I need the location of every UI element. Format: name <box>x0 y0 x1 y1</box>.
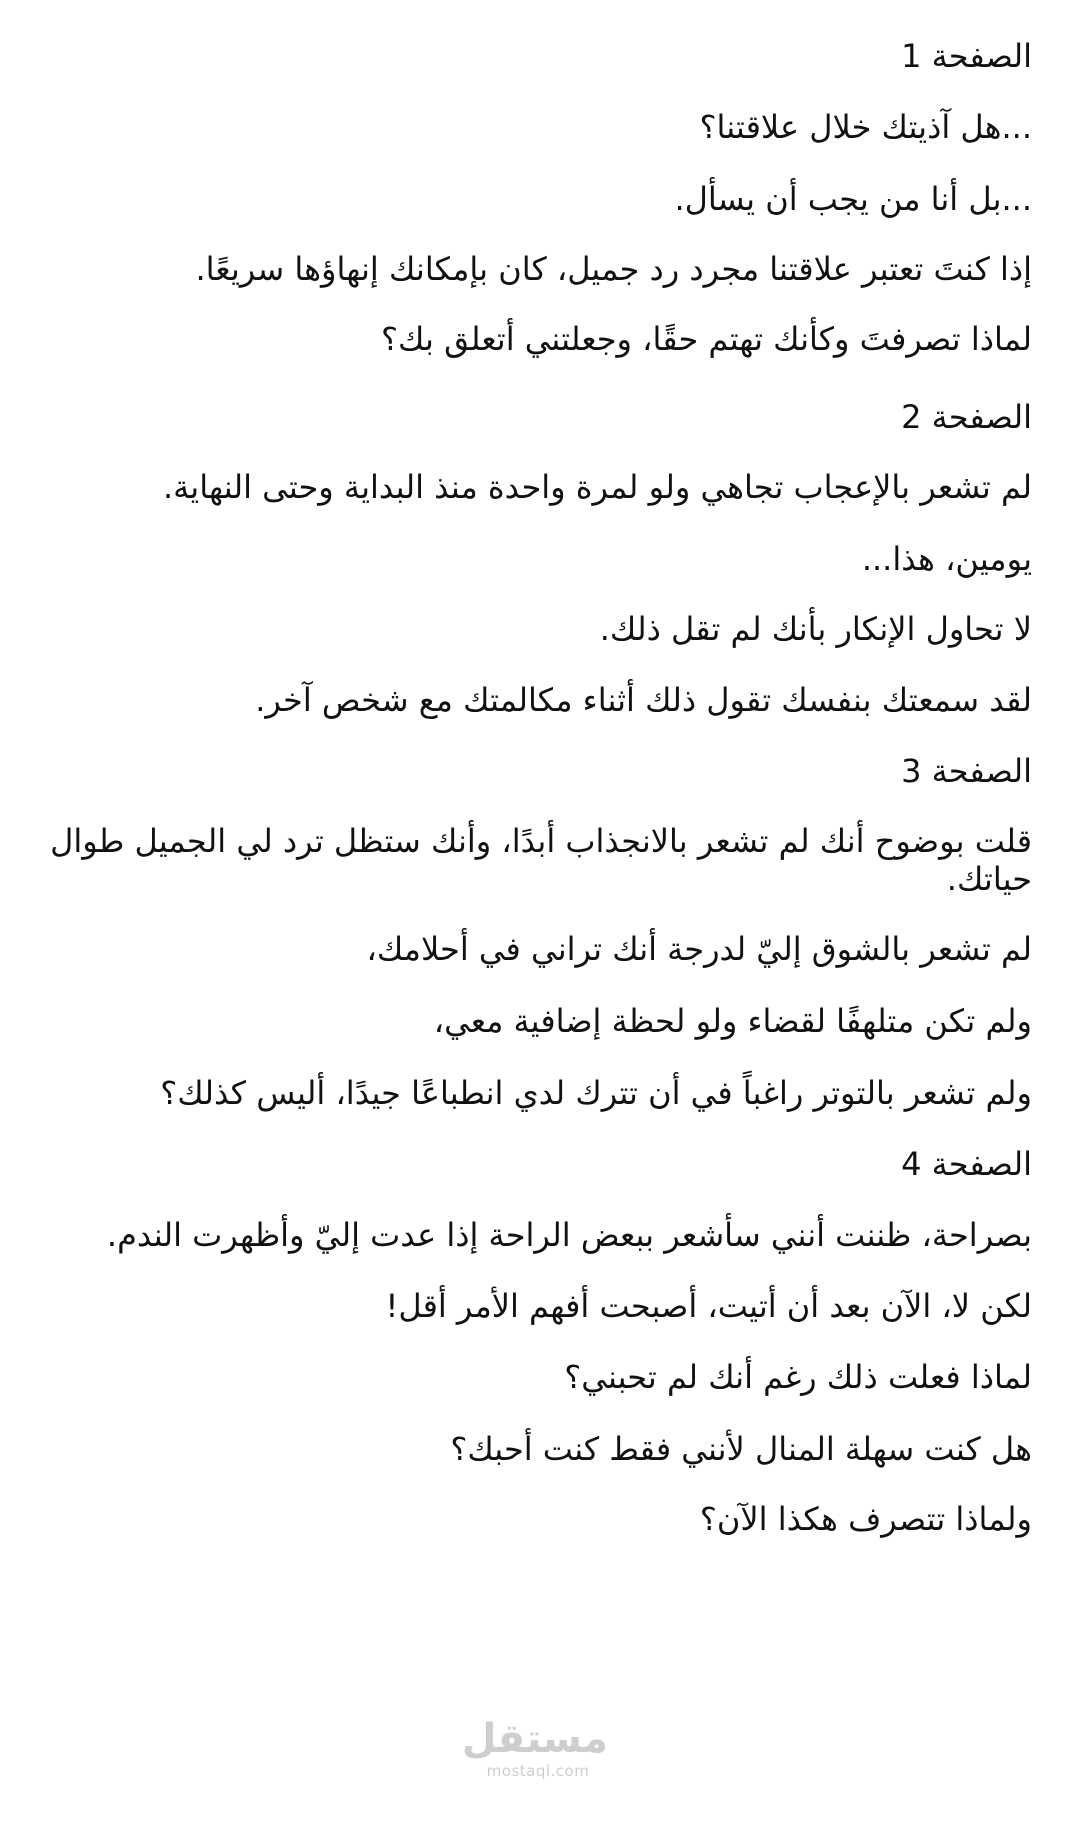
text-line: لم تشعر بالإعجاب تجاهي ولو لمرة واحدة منذ البداية وحتى النهاية. <box>162 468 1032 506</box>
mostaql-watermark <box>461 1716 608 1796</box>
text-line: لقد سمعتك بنفسك تقول ذلك أثناء مكالمتك مع شخص آخر. <box>255 681 1032 719</box>
text-line: ولم تشعر بالتوتر راغباً في أن تترك لدي انطباعًا جيدًا، أليس كذلك؟ <box>160 1074 1032 1112</box>
page-heading-3: الصفحة 3 <box>901 752 1032 790</box>
page-heading-4: الصفحة 4 <box>901 1145 1032 1183</box>
page-heading-1: الصفحة 1 <box>901 37 1032 75</box>
text-line: لكن لا، الآن بعد أن أتيت، أصبحت أفهم الأمر أقل! <box>385 1287 1032 1325</box>
watermark-logo: مستقل <box>461 1716 608 1762</box>
text-line: إذا كنتَ تعتبر علاقتنا مجرد رد جميل، كان بإمكانك إنهاؤها سريعًا. <box>195 250 1032 288</box>
text-line: لا تحاول الإنكار بأنك لم تقل ذلك. <box>599 610 1032 648</box>
text-line: لم تشعر بالشوق إليّ لدرجة أنك تراني في أحلامك، <box>366 930 1032 968</box>
watermark-domain: mostaql.com <box>486 1762 590 1780</box>
text-line: بصراحة، ظننت أنني سأشعر ببعض الراحة إذا عدت إليّ وأظهرت الندم. <box>106 1216 1032 1254</box>
text-line: ...هل آذيتك خلال علاقتنا؟ <box>699 108 1032 146</box>
text-line: لماذا تصرفتَ وكأنك تهتم حقًا، وجعلتني أتعلق بك؟ <box>381 320 1032 358</box>
text-line: ...بل أنا من يجب أن يسأل. <box>674 180 1032 218</box>
text-line: قلت بوضوح أنك لم تشعر بالانجذاب أبدًا، وأنك ستظل ترد لي الجميل طوال حياتك. <box>50 822 1032 898</box>
page-heading-2: الصفحة 2 <box>901 398 1032 436</box>
text-line: يومين، هذا... <box>861 540 1032 578</box>
text-line: ولماذا تتصرف هكذا الآن؟ <box>699 1500 1032 1538</box>
text-line: هل كنت سهلة المنال لأنني فقط كنت أحبك؟ <box>450 1430 1032 1468</box>
text-line: ولم تكن متلهفًا لقضاء ولو لحظة إضافية معي، <box>433 1002 1032 1040</box>
text-line: لماذا فعلت ذلك رغم أنك لم تحبني؟ <box>564 1358 1032 1396</box>
